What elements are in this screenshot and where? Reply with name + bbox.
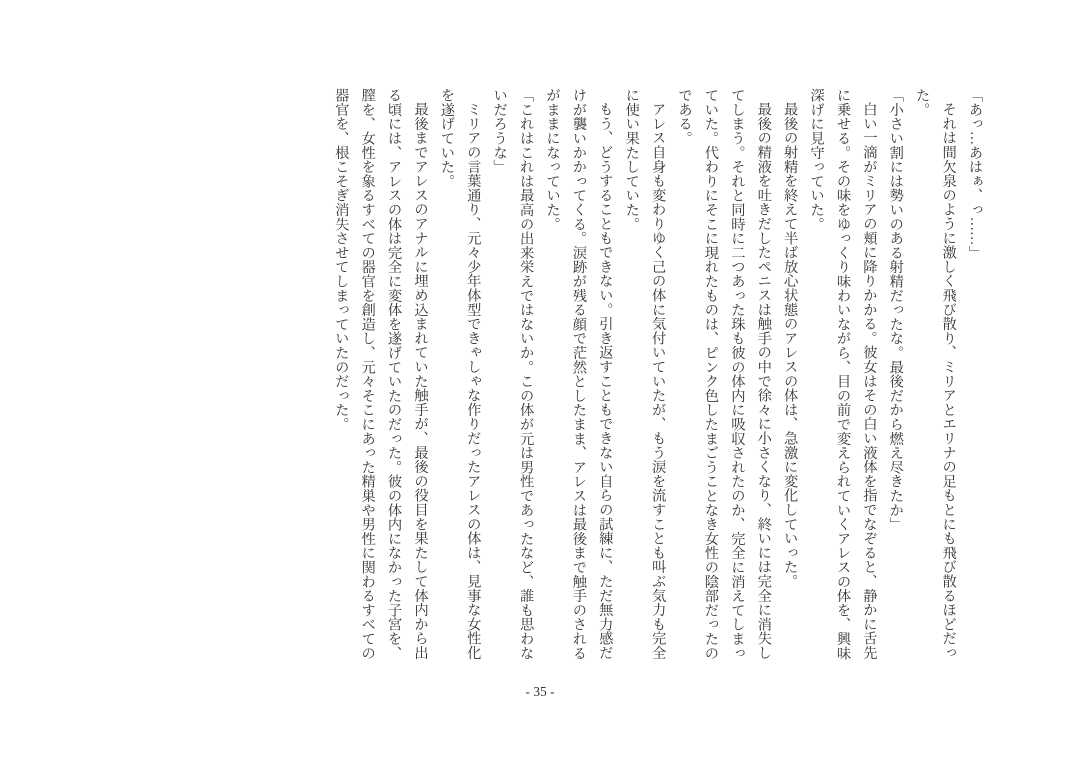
paragraph: 白い一滴がミリアの頬に降りかかる。彼女はその白い液体を指でなぞると、静かに舌先に乗せる。その味をゆっくり味わいながら、目の前で変えられていくアレスの体を、興味深げに見守っていた。 (808, 88, 878, 660)
vertical-text-block (328, 88, 988, 660)
paragraph: 最後までアレスのアナルに埋め込まれていた触手が、最後の役目を果たして体内から出る頃には、アレスの体は完全に変体を遂げていたのだった。彼の体内になかった子宮を、膣を、女性を象るすべての器官を創造し、元々そこにあった精巣や男性に関わるすべての器官を、根こそぎ消失させてしまっていたのだった。 (333, 88, 429, 660)
paragraph: ミリアの言葉通り、元々少年体型できゃしゃな作りだったアレスの体は、見事な女性化を遂げていた。 (438, 88, 482, 660)
paragraph: それは間欠泉のように激しく飛び散り、ミリアとエリナの足もとにも飛び散るほどだった。 (914, 88, 957, 660)
paragraph: もう、どうすることもできない。引き返すこともできない自らの試練に、ただ無力感だけが襲いかかってくる。涙跡が残る顔で茫然としたまま、アレスは最後まで触手のされるがままになっていた。 (544, 88, 614, 660)
page-number: - 35 - (525, 684, 555, 699)
paragraph: 最後の精液を吐きだしたペニスは触手の中で徐々に小さくなり、終いには完全に消失してしまう。それと同時に二つあった珠も彼の体内に吸収されたのか、完全に消えてしまっていた。代わりにそこに現れたものは、ピンク色したまごうことなき女性の陰部だったのである。 (676, 88, 772, 660)
paragraph: 「小さい割には勢いのある射精だったな。最後だから燃え尽きたか」 (887, 88, 904, 532)
paragraph: 「あっ…あはぁ、っ……」 (967, 88, 983, 260)
paragraph: アレス自身も変わりゆく己の体に気付いていたが、もう涙を流すことも叫ぶ気力も完全に使い果たしていた。 (623, 88, 667, 660)
paragraph: 最後の射精を終えて半ば放心状態のアレスの体は、急激に変化していった。 (782, 102, 799, 589)
paragraph: 「これはこれは最高の出来栄えではないか。この体が元は男性であったなど、誰も思わないだろうな」 (491, 88, 535, 660)
